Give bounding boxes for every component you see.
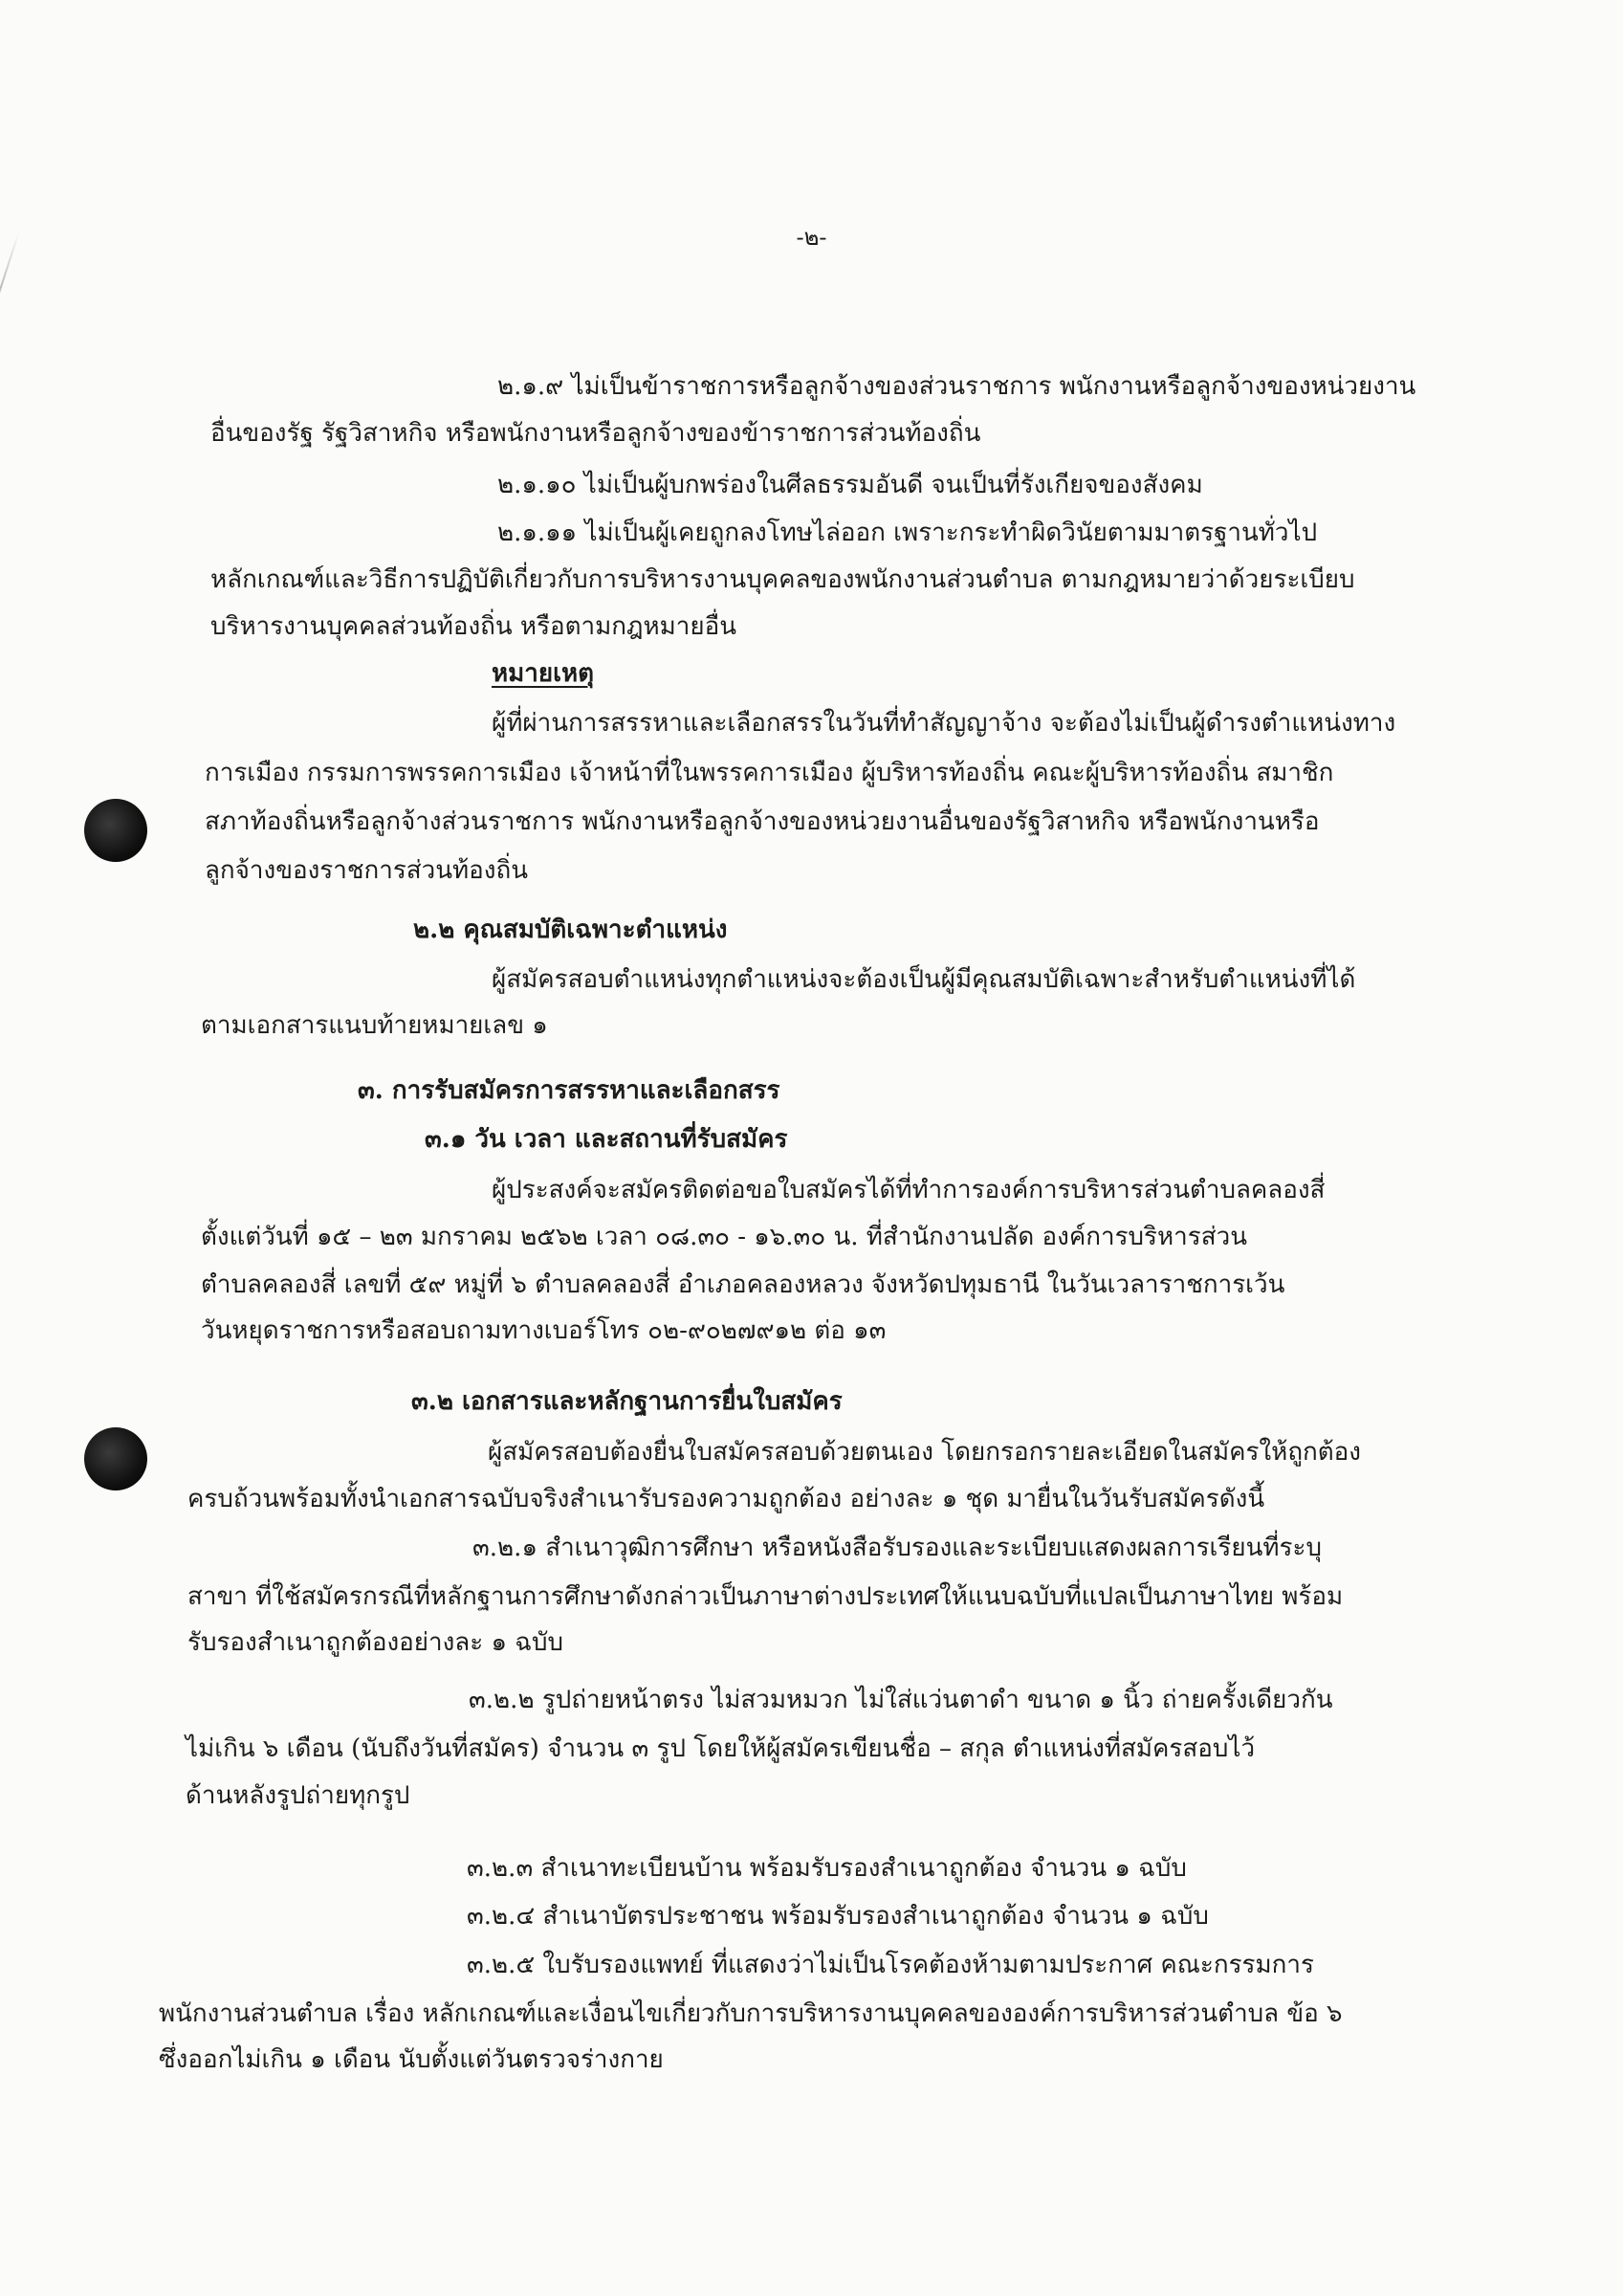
item-3-2-1-line-1: ๓.๒.๑ สำเนาวุฒิการศึกษา หรือหนังสือรับรองและระเบียบแสดงผลการเรียนที่ระบุ [472, 1534, 1322, 1562]
section-3-1-line-3: ตำบลคลองสี่ เลขที่ ๕๙ หมู่ที่ ๖ ตำบลคลองสี่ อำเภอคลองหลวง จังหวัดปทุมธานี ในวันเวลาราชการเว้น [201, 1270, 1285, 1299]
section-3-2-heading: ๓.๒ เอกสารและหลักฐานการยื่นใบสมัคร [411, 1387, 843, 1416]
page-number: -๒- [796, 224, 827, 251]
item-3-2-2-line-3: ด้านหลังรูปถ่ายทุกรูป [186, 1781, 410, 1810]
section-3-2-line-2: ครบถ้วนพร้อมทั้งนำเอกสารฉบับจริงสำเนารับรองความถูกต้อง อย่างละ ๑ ชุด มายื่นในวันรับสมัครดังนี้ [187, 1485, 1265, 1513]
section-3-1-line-1: ผู้ประสงค์จะสมัครติดต่อขอใบสมัครได้ที่ทำการองค์การบริหารส่วนตำบลคลองสี่ [492, 1176, 1326, 1204]
item-3-2-1-line-3: รับรองสำเนาถูกต้องอย่างละ ๑ ฉบับ [187, 1628, 563, 1657]
section-3-2-line-1: ผู้สมัครสอบต้องยื่นใบสมัครสอบด้วยตนเอง โดยกรอกรายละเอียดในสมัครให้ถูกต้อง [488, 1438, 1361, 1467]
paragraph-2-1-9-line-1: ๒.๑.๙ ไม่เป็นข้าราชการหรือลูกจ้างของส่วนราชการ พนักงานหรือลูกจ้างของหน่วยงาน [497, 372, 1416, 401]
punch-hole-top [84, 799, 147, 862]
punch-hole-bottom [84, 1427, 147, 1490]
item-3-2-2-line-1: ๓.๒.๒ รูปถ่ายหน้าตรง ไม่สวมหมวก ไม่ใส่แว่นตาดำ ขนาด ๑ นิ้ว ถ่ายครั้งเดียวกัน [469, 1686, 1333, 1714]
paragraph-2-1-10-line-1: ๒.๑.๑๐ ไม่เป็นผู้บกพร่องในศีลธรรมอันดี จนเป็นที่รังเกียจของสังคม [497, 471, 1203, 499]
note-line-1: ผู้ที่ผ่านการสรรหาและเลือกสรรในวันที่ทำสัญญาจ้าง จะต้องไม่เป็นผู้ดำรงตำแหน่งทาง [492, 709, 1396, 738]
section-2-2-line-1: ผู้สมัครสอบตำแหน่งทุกตำแหน่งจะต้องเป็นผู้มีคุณสมบัติเฉพาะสำหรับตำแหน่งที่ได้ [492, 965, 1356, 994]
section-3-1-line-2: ตั้งแต่วันที่ ๑๕ – ๒๓ มกราคม ๒๕๖๒ เวลา ๐๘.๓๐ - ๑๖.๓๐ น. ที่สำนักงานปลัด องค์การบริหารส่วน [201, 1223, 1247, 1251]
item-3-2-3-line-1: ๓.๒.๓ สำเนาทะเบียนบ้าน พร้อมรับรองสำเนาถูกต้อง จำนวน ๑ ฉบับ [467, 1854, 1187, 1883]
item-3-2-1-line-2: สาขา ที่ใช้สมัครกรณีที่หลักฐานการศึกษาดังกล่าวเป็นภาษาต่างประเทศให้แนบฉบับที่แปลเป็นภาษาไทย พร้อม [187, 1582, 1344, 1611]
section-3-1-heading: ๓.๑ วัน เวลา และสถานที่รับสมัคร [425, 1125, 788, 1154]
section-3-heading: ๓. การรับสมัครการสรรหาและเลือกสรร [358, 1076, 780, 1105]
paragraph-2-1-9-line-2: อื่นของรัฐ รัฐวิสาหกิจ หรือพนักงานหรือลูกจ้างของข้าราชการส่วนท้องถิ่น [210, 419, 981, 448]
note-heading: หมายเหตุ [492, 659, 595, 688]
note-line-4: ลูกจ้างของราชการส่วนท้องถิ่น [205, 856, 529, 885]
paragraph-2-1-11-line-1: ๒.๑.๑๑ ไม่เป็นผู้เคยถูกลงโทษไล่ออก เพราะกระทำผิดวินัยตามมาตรฐานทั่วไป [497, 519, 1318, 547]
paragraph-2-1-11-line-2: หลักเกณฑ์และวิธีการปฏิบัติเกี่ยวกับการบริหารงานบุคคลของพนักงานส่วนตำบล ตามกฎหมายว่าด้วยระเบียบ [210, 565, 1355, 594]
paragraph-2-1-11-line-3: บริหารงานบุคคลส่วนท้องถิ่น หรือตามกฎหมายอื่น [210, 612, 736, 641]
item-3-2-5-line-2: พนักงานส่วนตำบล เรื่อง หลักเกณฑ์และเงื่อนไขเกี่ยวกับการบริหารงานบุคคลขององค์การบริหารส่วนตำบล ข้อ ๖ [159, 1999, 1343, 2028]
note-line-2: การเมือง กรรมการพรรคการเมือง เจ้าหน้าที่ในพรรคการเมือง ผู้บริหารท้องถิ่น คณะผู้บริหารท้องถิ่น สมาชิก [205, 759, 1334, 787]
section-2-2-heading: ๒.๒ คุณสมบัติเฉพาะตำแหน่ง [413, 916, 728, 944]
note-line-3: สภาท้องถิ่นหรือลูกจ้างส่วนราชการ พนักงานหรือลูกจ้างของหน่วยงานอื่นของรัฐวิสาหกิจ หรือพนักงานหรือ [205, 807, 1320, 836]
item-3-2-5-line-3: ซึ่งออกไม่เกิน ๑ เดือน นับตั้งแต่วันตรวจร่างกาย [159, 2045, 664, 2074]
item-3-2-2-line-2: ไม่เกิน ๖ เดือน (นับถึงวันที่สมัคร) จำนวน ๓ รูป โดยให้ผู้สมัครเขียนชื่อ – สกุล ตำแหน่งที่สมัครสอบไว้ [186, 1734, 1256, 1763]
item-3-2-4-line-1: ๓.๒.๔ สำเนาบัตรประชาชน พร้อมรับรองสำเนาถูกต้อง จำนวน ๑ ฉบับ [467, 1902, 1209, 1931]
section-3-1-line-4: วันหยุดราชการหรือสอบถามทางเบอร์โทร ๐๒-๙๐๒๗๙๑๒ ต่อ ๑๓ [201, 1316, 887, 1345]
item-3-2-5-line-1: ๓.๒.๕ ใบรับรองแพทย์ ที่แสดงว่าไม่เป็นโรคต้องห้ามตามประกาศ คณะกรรมการ [467, 1951, 1314, 1979]
section-2-2-line-2: ตามเอกสารแนบท้ายหมายเลข ๑ [201, 1011, 548, 1040]
